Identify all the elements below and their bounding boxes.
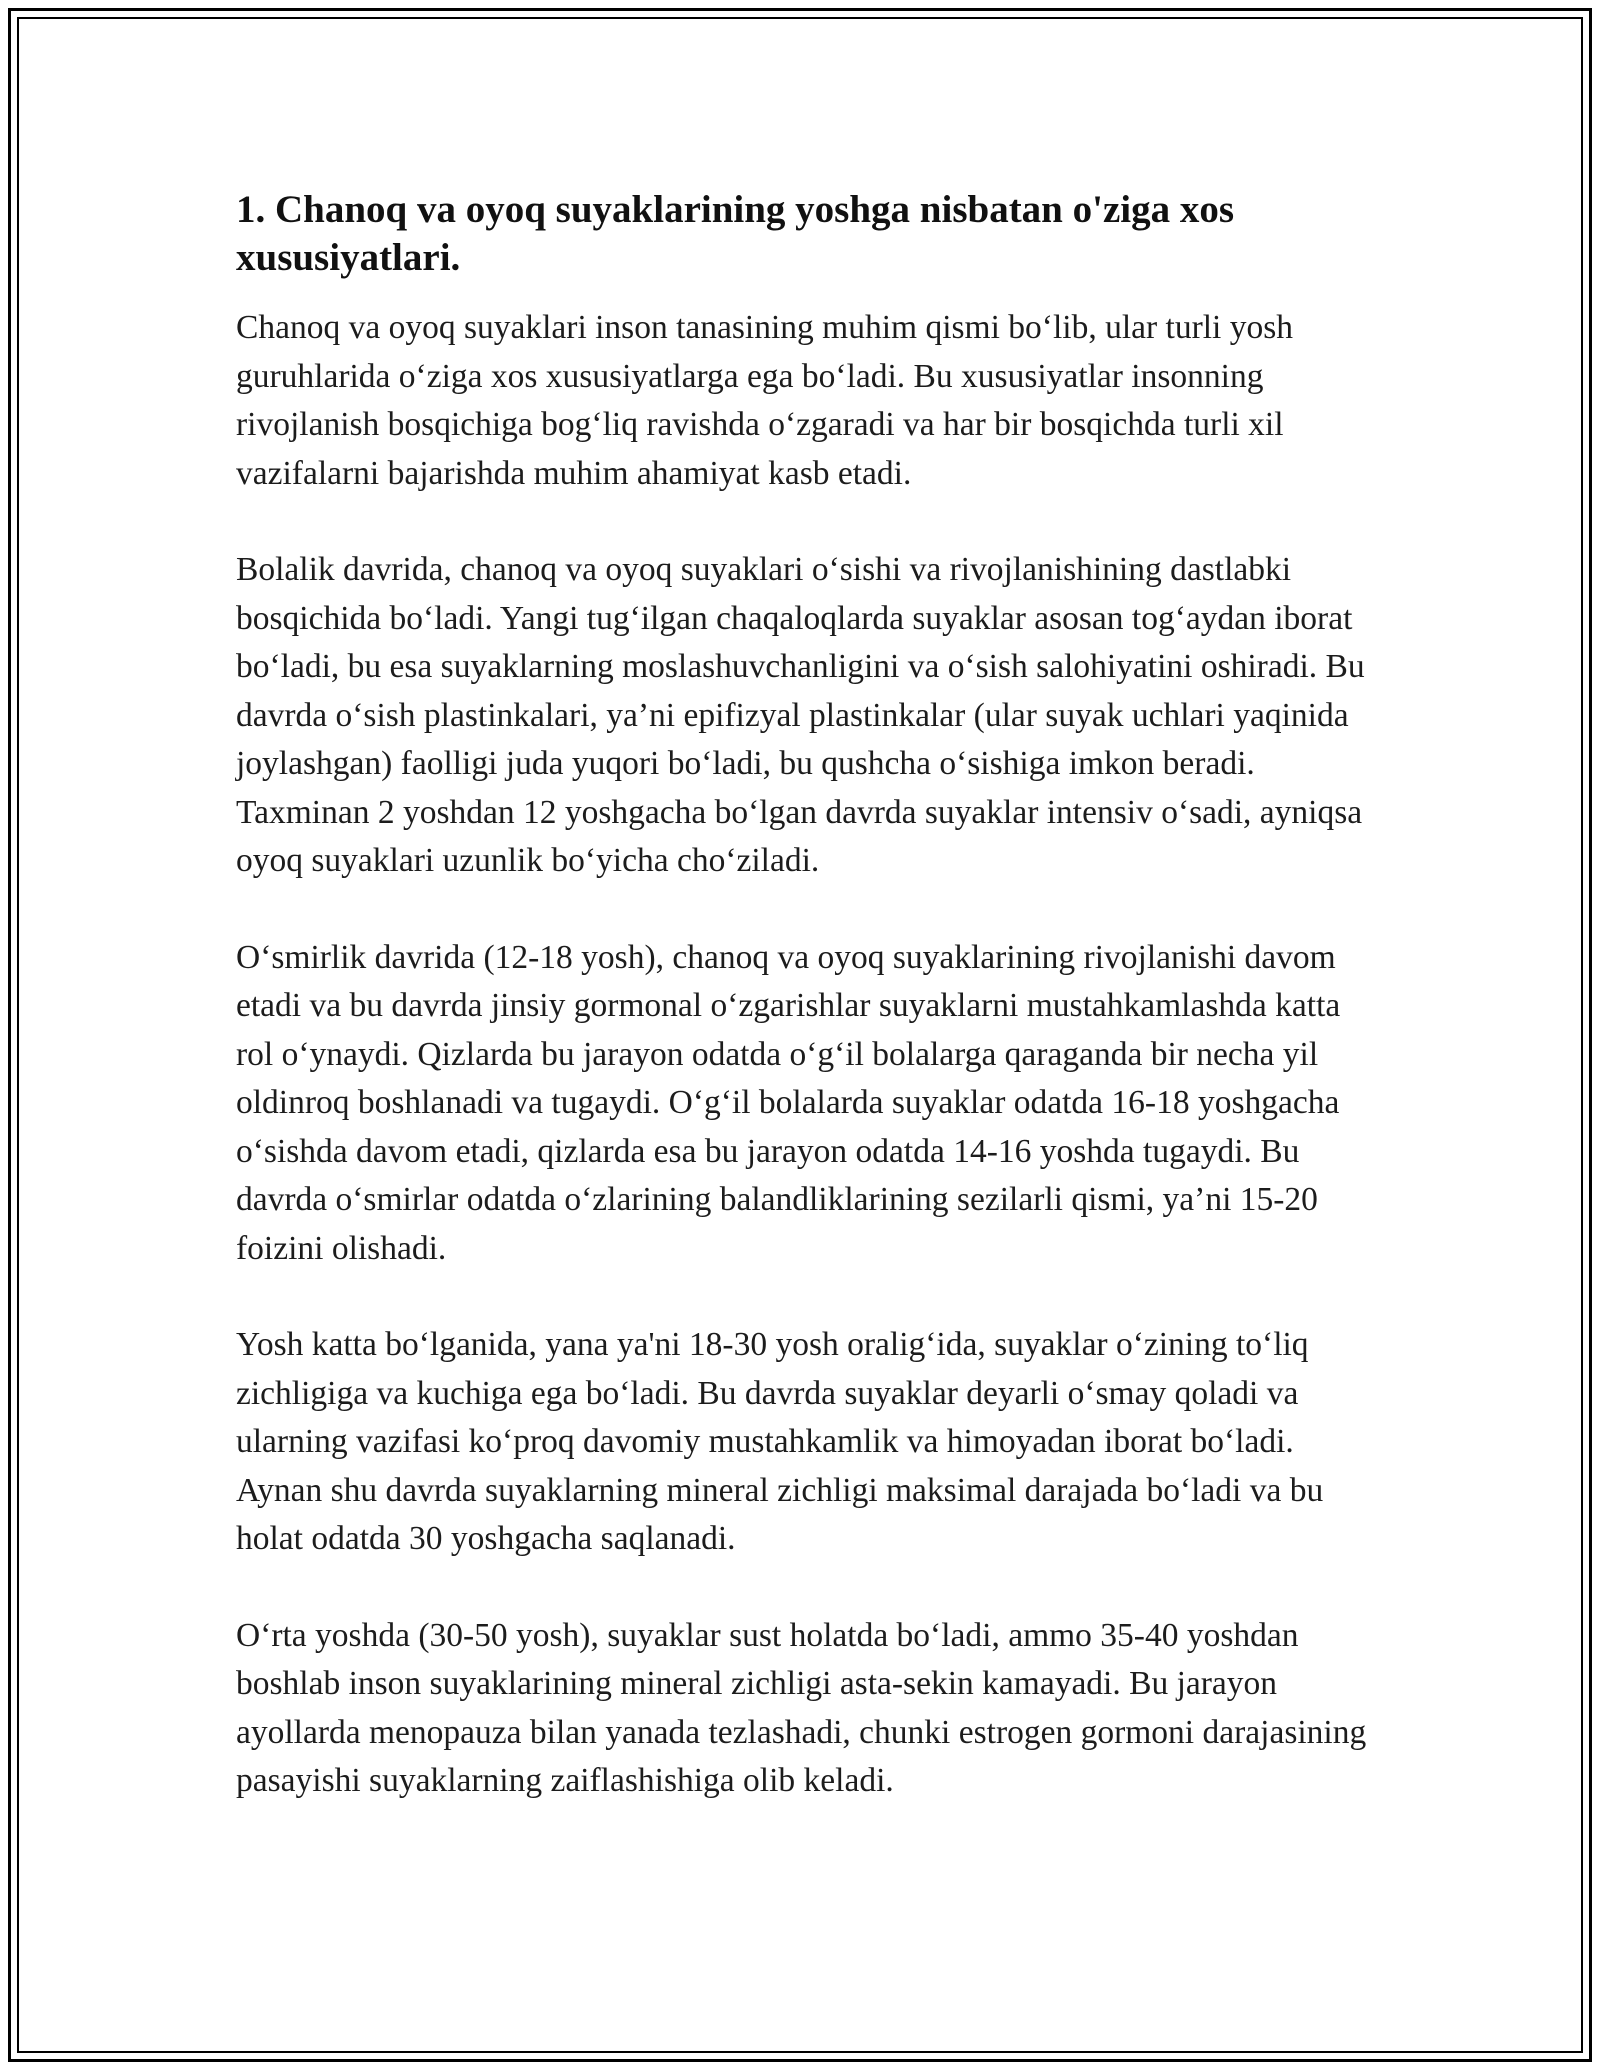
- paragraph-childhood: Bolalik davrida, chanoq va oyoq suyaklari o‘sishi va rivojlanishining dastlabki bosqichida bo‘ladi. Yangi tug‘ilgan chaqaloqlarda suyaklar asosan tog‘aydan iborat bo‘ladi, bu esa suyaklarning moslashuvchanligini va o‘sish salohiyatini oshiradi. Bu davrda o‘sish plastinkalari, ya’ni epifizyal plastinkalar (ular suyak uchlari yaqinida joylashgan) faolligi juda yuqori bo‘ladi, bu qushcha o‘sishiga imkon beradi. Taxminan 2 yoshdan 12 yoshgacha bo‘lgan davrda suyaklar intensiv o‘sadi, ayniqsa oyoq suyaklari uzunlik bo‘yicha cho‘ziladi.: [236, 551, 1365, 879]
- paragraph-adolescence: O‘smirlik davrida (12-18 yosh), chanoq va oyoq suyaklarining rivojlanishi davom etadi va bu davrda jinsiy gormonal o‘zgarishlar suyaklarni mustahkamlashda katta rol o‘ynaydi. Qizlarda bu jarayon odatda o‘g‘il bolalarga qaraganda bir necha yil oldinroq boshlanadi va tugaydi. O‘g‘il bolalarda suyaklar odatda 16-18 yoshgacha o‘sishda davom etadi, qizlarda esa bu jarayon odatda 14-16 yoshda tugaydi. Bu davrda o‘smirlar odatda o‘zlarining balandliklarining sezilarli qismi, ya’ni 15-20 foizini olishadi.: [236, 938, 1341, 1267]
- paragraph-middle-age: O‘rta yoshda (30-50 yosh), suyaklar sust holatda bo‘ladi, ammo 35-40 yoshdan boshlab inson suyaklarining mineral zichligi asta-sekin kamayadi. Bu jarayon ayollarda menopauza bilan yanada tezlashadi, chunki estrogen gormoni darajasining pasayishi suyaklarning zaiflashishiga olib keladi.: [236, 1616, 1367, 1799]
- paragraph-intro: Chanoq va oyoq suyaklari inson tanasining muhim qismi bo‘lib, ular turli yosh guruhlarida o‘ziga xos xususiyatlarga ega bo‘ladi. Bu xususiyatlar insonning rivojlanish bosqichiga bog‘liq ravishda o‘zgaradi va har bir bosqichda turli xil vazifalarni bajarishda muhim ahamiyat kasb etadi.: [236, 309, 1294, 492]
- paragraph-adulthood: Yosh katta bo‘lganida, yana ya'ni 18-30 yosh oralig‘ida, suyaklar o‘zining to‘liq zichligiga va kuchiga ega bo‘ladi. Bu davrda suyaklar deyarli o‘smay qoladi va ularning vazifasi ko‘proq davomiy mustahkamlik va himoyadan iborat bo‘ladi. Aynan shu davrda suyaklarning mineral zichligi maksimal darajada bo‘ladi va bu holat odatda 30 yoshgacha saqlanadi.: [236, 1326, 1324, 1557]
- section-heading: 1. Chanoq va oyoq suyaklarining yoshga nisbatan o'ziga xos xususiyatlari.: [236, 188, 1235, 279]
- document-body: [236, 186, 1376, 1854]
